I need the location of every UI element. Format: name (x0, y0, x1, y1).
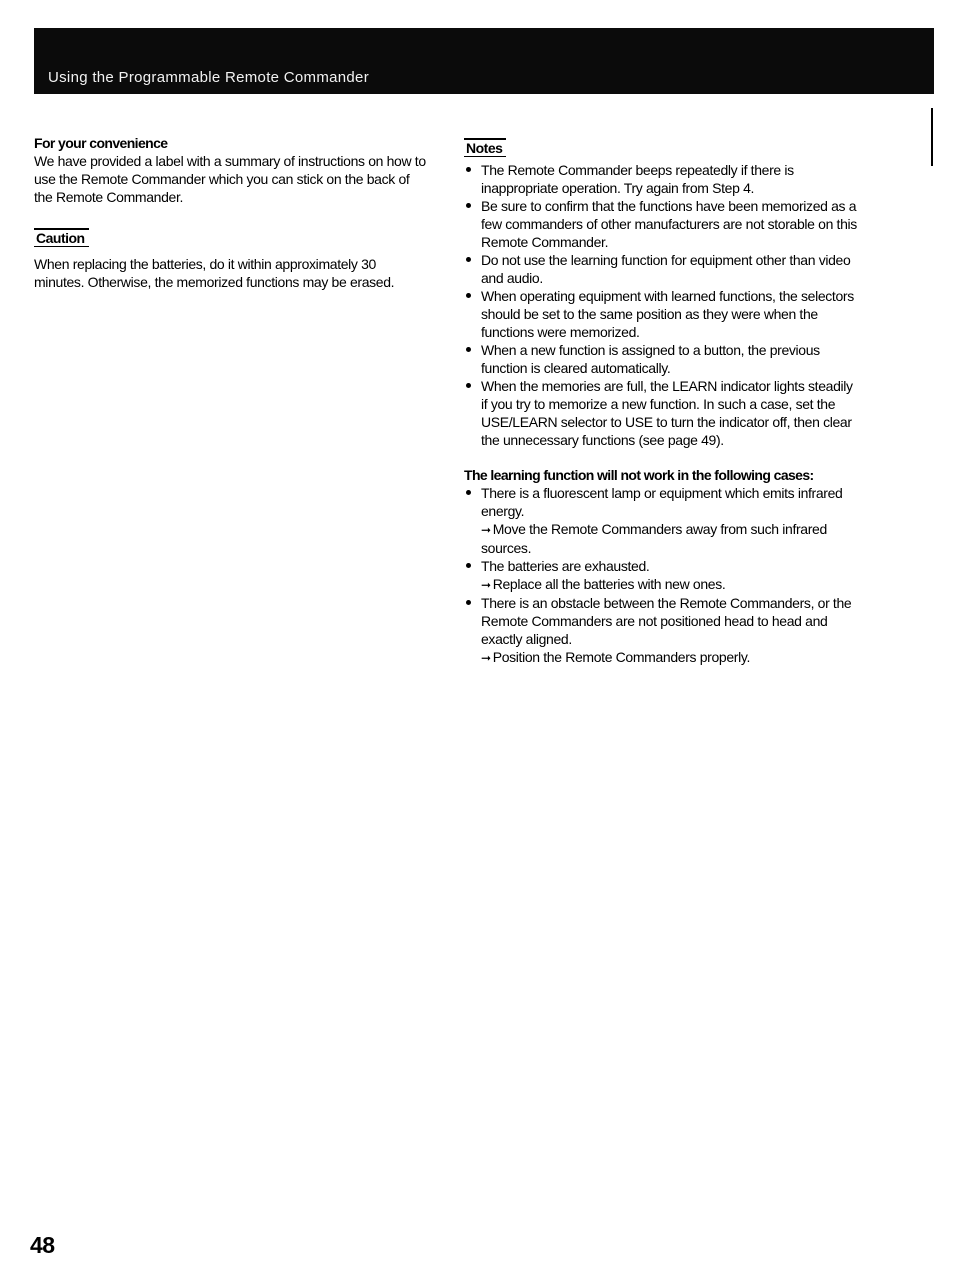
margin-rule (931, 108, 933, 166)
case-text: There is a fluorescent lamp or equipment which emits infrared energy. (481, 485, 843, 519)
left-column (34, 134, 426, 291)
caution-label: Caution (34, 228, 89, 247)
convenience-heading: For your convenience (34, 135, 168, 151)
caution-text: When replacing the batteries, do it within approximately 30 minutes. Otherwise, the memorized functions may be erased. (34, 256, 395, 290)
note-item: Do not use the learning function for equipment other than video and audio. (464, 251, 858, 287)
caution-label-wrap (34, 228, 426, 247)
case-item (464, 557, 858, 594)
note-item: When a new function is assigned to a button, the previous function is cleared automatically. (464, 341, 858, 377)
case-remedy-line (481, 575, 858, 594)
case-remedy: Move the Remote Commanders away from such infrared sources. (481, 521, 827, 556)
arrow-right-icon: ➞ (481, 523, 491, 537)
notes-label-wrap (464, 138, 858, 157)
learning-cases-heading: The learning function will not work in the following cases: (464, 467, 814, 483)
case-item (464, 594, 858, 667)
arrow-right-icon: ➞ (481, 651, 491, 665)
note-item: Be sure to confirm that the functions have been memorized as a few commanders of other manufacturers are not storable on this Remote Commander. (464, 197, 858, 251)
notes-label: Notes (464, 138, 506, 157)
case-text: The batteries are exhausted. (481, 558, 650, 574)
note-item: The Remote Commander beeps repeatedly if there is inappropriate operation. Try again from Step 4. (464, 161, 858, 197)
right-column (464, 138, 858, 667)
cases-list (464, 484, 858, 667)
page-number: 48 (30, 1232, 55, 1258)
note-item: When operating equipment with learned functions, the selectors should be set to the same position as they were when the functions were memorized. (464, 287, 858, 341)
case-remedy-line (481, 520, 858, 557)
page-section-title: Using the Programmable Remote Commander (48, 69, 369, 86)
case-remedy: Position the Remote Commanders properly. (492, 649, 751, 665)
notes-list (464, 161, 858, 449)
case-remedy: Replace all the batteries with new ones. (492, 576, 726, 592)
arrow-right-icon: ➞ (481, 578, 491, 592)
header-bar (34, 28, 934, 94)
note-item: When the memories are full, the LEARN indicator lights steadily if you try to memorize a new function. In such a case, set the USE/LEARN selector to USE to turn the indicator off, then clear the unnecessary functions (see page 49). (464, 377, 858, 449)
case-text: There is an obstacle between the Remote Commanders, or the Remote Commanders are not positioned head to head and exactly aligned. (481, 595, 852, 647)
case-remedy-line (481, 648, 858, 667)
convenience-text: We have provided a label with a summary of instructions on how to use the Remote Commander which you can stick on the back of the Remote Commander. (34, 153, 426, 205)
case-item (464, 484, 858, 557)
